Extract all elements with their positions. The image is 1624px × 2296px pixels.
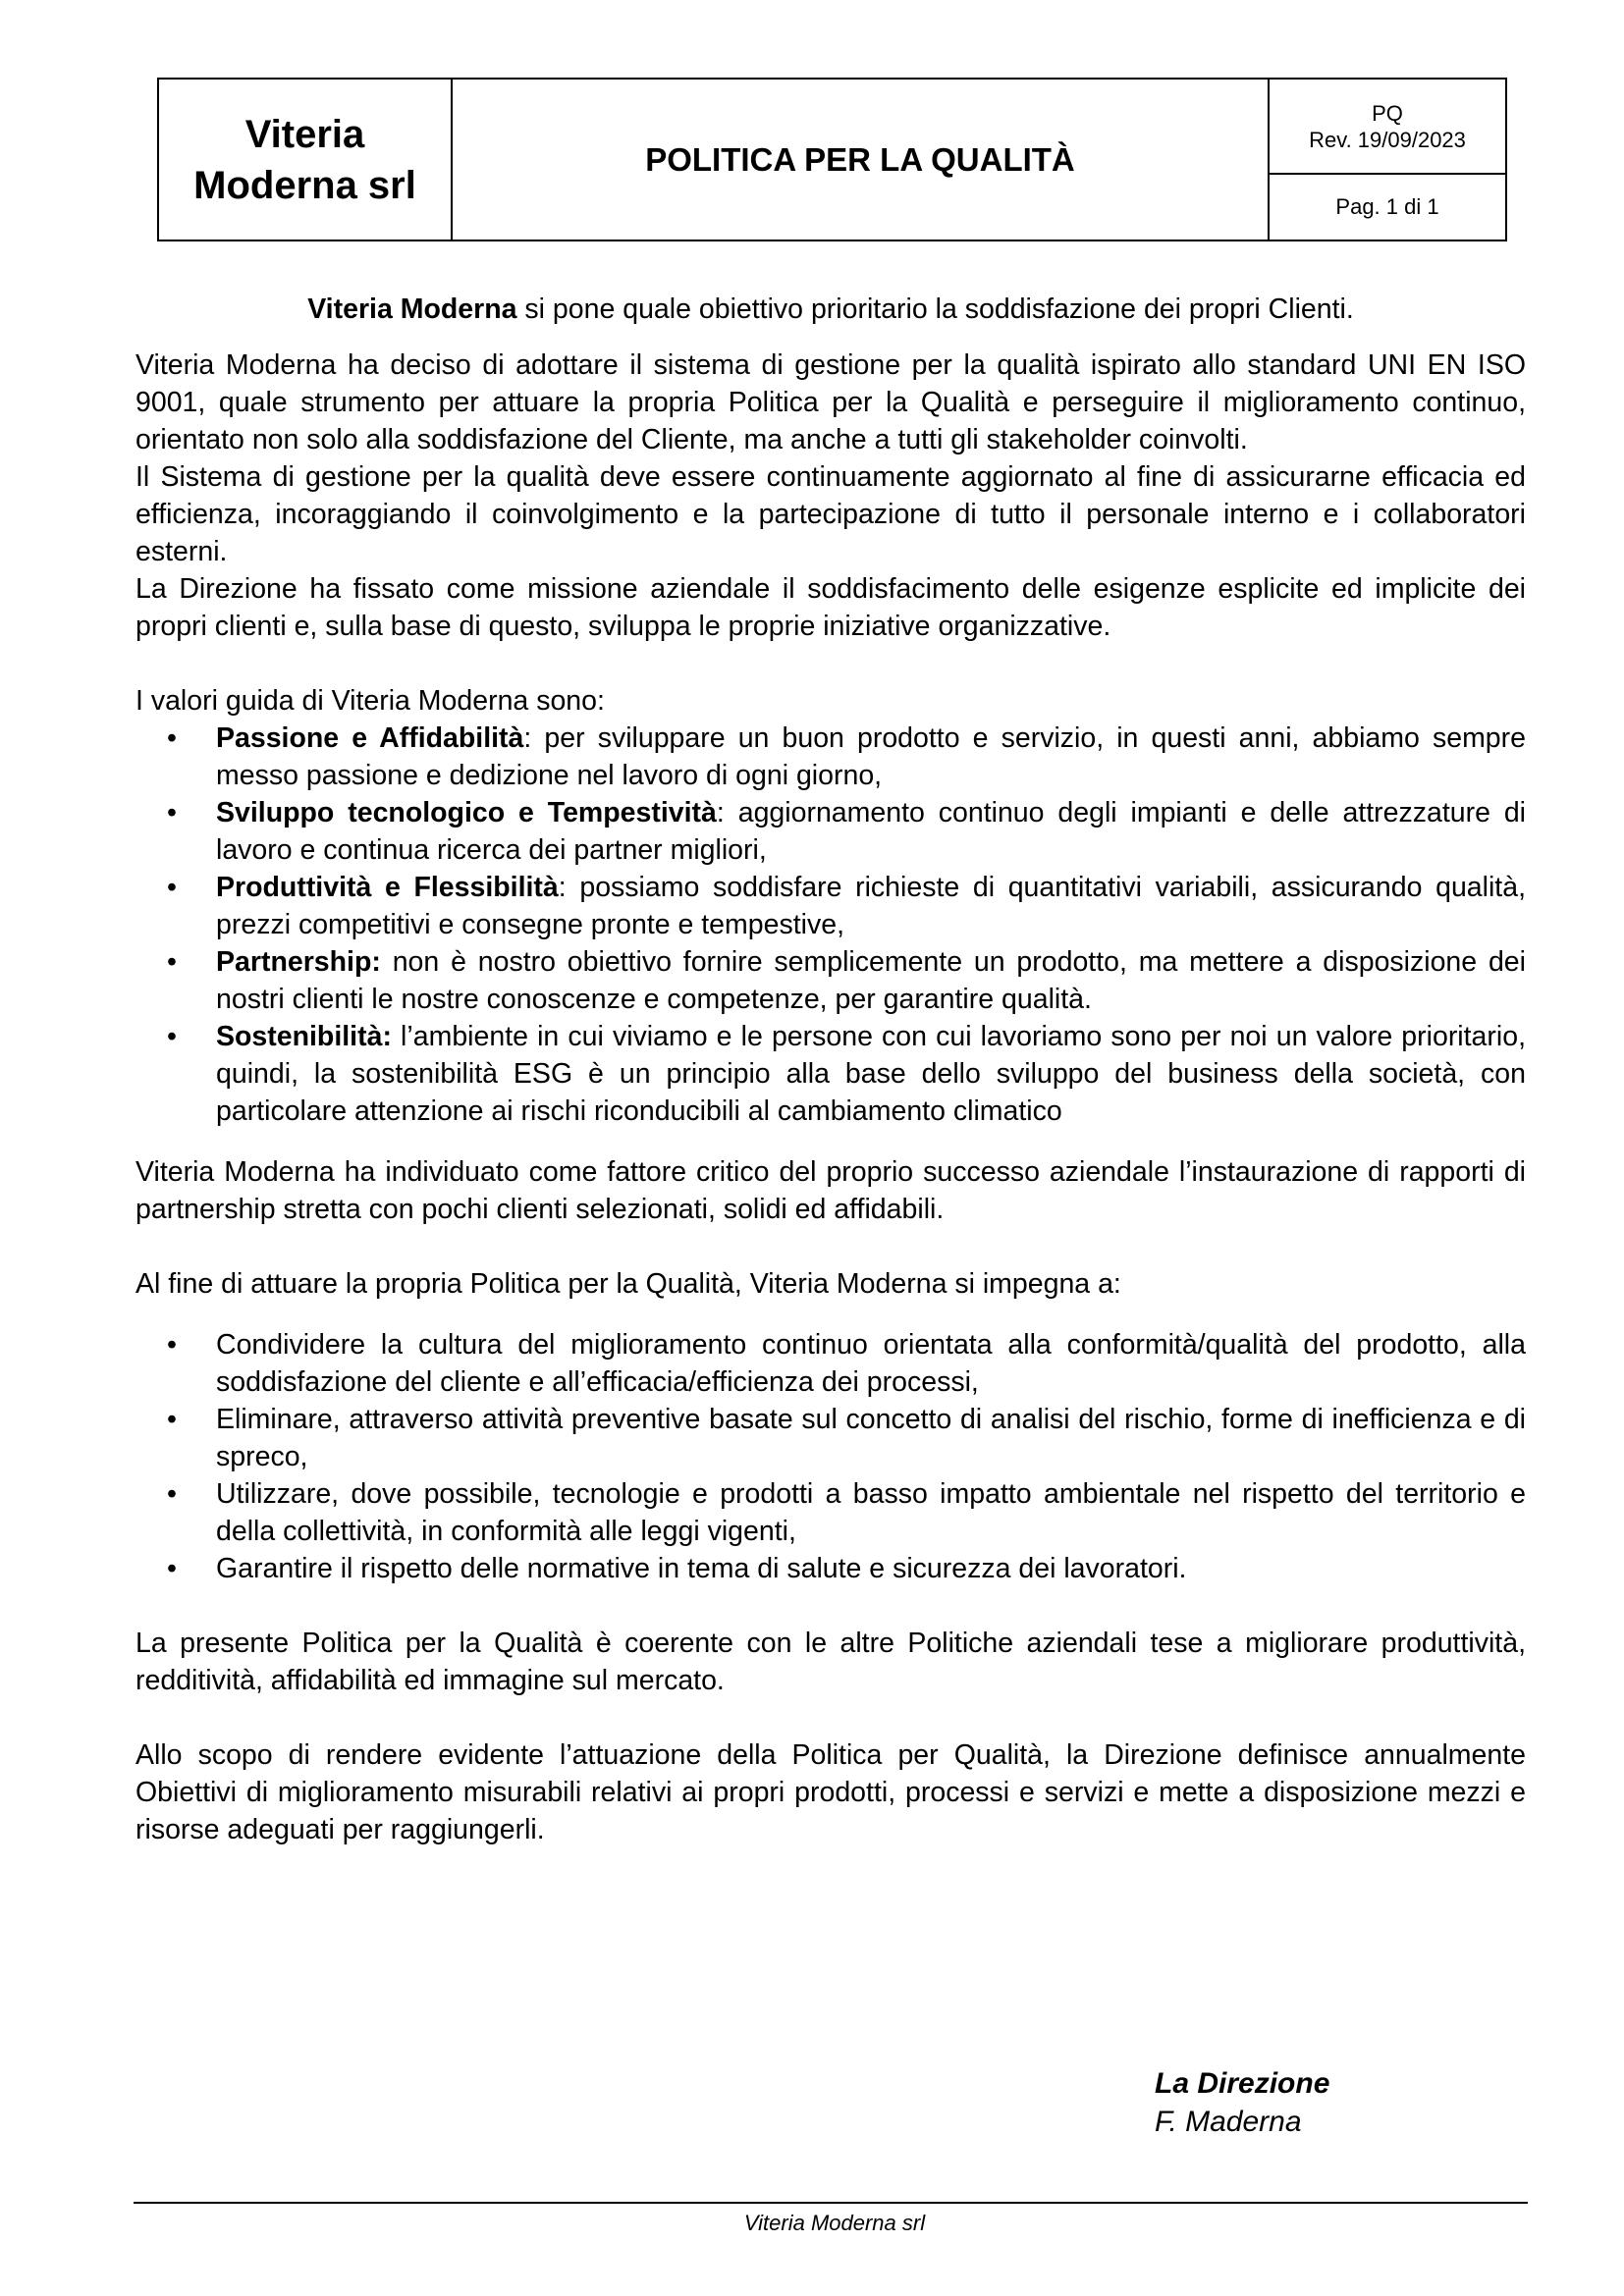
list-item <box>135 1018 1526 1130</box>
commitment-text: Utilizzare, dove possibile, tecnologie e prodotti a basso impatto ambientale nel rispetto del territorio e della collettività, in conformità alle leggi vigenti, <box>216 1478 1526 1547</box>
bullet-icon: • <box>167 1553 177 1584</box>
bullet-icon: • <box>167 1021 177 1052</box>
footer-text: Viteria Moderna srl <box>743 2211 926 2235</box>
document-meta-cell <box>1270 80 1505 240</box>
list-item <box>135 1475 1526 1550</box>
commitments-list <box>135 1326 1526 1587</box>
value-term: Produttività e Flessibilità <box>216 872 559 903</box>
bullet-icon: • <box>167 872 177 903</box>
paragraph-iso: Viteria Moderna ha deciso di adottare il sistema di gestione per la qualità ispirato allo standard UNI EN ISO 9001, quale strumento per attuare la propria Politica per la Qualità e perseguire il miglioramento continuo, orientato non solo alla soddisfazione del Cliente, ma anche a tutti gli stakeholder coinvolti. <box>135 349 1526 455</box>
value-term: Sostenibilità: <box>216 1021 392 1052</box>
list-item <box>135 1401 1526 1475</box>
value-text: l’ambiente in cui viviamo e le persone con cui lavoriamo sono per noi un valore prioritario, quindi, la sostenibilità ESG è un principio alla base dello sviluppo del business della società, con particolare attenzione ai rischi riconducibili al cambiamento climatico <box>216 1021 1526 1127</box>
revision-date: Rev. 19/09/2023 <box>1309 127 1466 152</box>
company-name-line1: Viteria <box>244 112 365 156</box>
intro-paragraph <box>135 291 1526 328</box>
value-separator: : <box>523 722 532 754</box>
values-list <box>135 720 1526 1130</box>
footer-divider <box>134 2202 1528 2204</box>
value-separator: : <box>558 872 567 903</box>
paragraph-system: Il Sistema di gestione per la qualità deve essere continuamente aggiornato al fine di assicurarne efficacia ed efficienza, incoraggiando il coinvolgimento e la partecipazione di tutto il personale interno e i collaboratori esterni. <box>135 461 1526 567</box>
intro-bold-company: Viteria Moderna <box>307 294 517 325</box>
value-text: non è nostro obiettivo fornire semplicemente un prodotto, ma mettere a disposizione dei nostri clienti le nostre conoscenze e competenze, per garantire qualità. <box>216 946 1526 1015</box>
page-number: Pag. 1 di 1 <box>1335 194 1439 219</box>
list-item <box>135 869 1526 943</box>
paragraph-partnership: Viteria Moderna ha individuato come fattore critico del proprio successo aziendale l’instaurazione di rapporti di partnership stretta con pochi clienti selezionati, solidi ed affidabili. <box>135 1156 1526 1225</box>
paragraph-mission: La Direzione ha fissato come missione aziendale il soddisfacimento delle esigenze esplicite ed implicite dei propri clienti e, sulla base di questo, sviluppa le proprie iniziative organizzative. <box>135 573 1526 642</box>
commitments-intro: Al fine di attuare la propria Politica per la Qualità, Viteria Moderna si impegna a: <box>135 1268 1121 1300</box>
list-item <box>135 943 1526 1018</box>
company-name-line2: Moderna srl <box>193 163 416 207</box>
bullet-icon: • <box>167 1478 177 1510</box>
list-item <box>135 1550 1526 1587</box>
list-item <box>135 720 1526 794</box>
revision-block <box>1270 80 1505 175</box>
signature-name: F. Maderna <box>1155 2106 1302 2138</box>
intro-text: si pone quale obiettivo prioritario la soddisfazione dei propri Clienti. <box>516 294 1354 325</box>
signature-title: La Direzione <box>1155 2067 1330 2100</box>
bullet-icon: • <box>167 1329 177 1361</box>
signature-block <box>1155 2064 1329 2141</box>
value-term: Passione e Affidabilità <box>216 722 524 754</box>
value-text: per sviluppare un buon prodotto e servizio, in questi anni, abbiamo sempre messo passione e dedizione nel lavoro di ogni giorno, <box>216 722 1527 791</box>
value-text: aggiornamento continuo degli impianti e delle attrezzature di lavoro e continua ricerca dei partner migliori, <box>216 797 1526 866</box>
commitment-text: Condividere la cultura del miglioramento continuo orientata alla conformità/qualità del prodotto, alla soddisfazione del cliente e all’efficacia/efficienza dei processi, <box>216 1329 1526 1398</box>
paragraph-objectives: Allo scopo di rendere evidente l’attuazione della Politica per Qualità, la Direzione definisce annualmente Obiettivi di miglioramento misurabili relativi ai propri prodotti, processi e servizi e mette a disposizione mezzi e risorse adeguati per raggiungerli. <box>135 1739 1526 1845</box>
company-name-cell <box>159 80 453 240</box>
commitment-text: Eliminare, attraverso attività preventive basate sul concetto di analisi del rischio, forme di inefficienza e di spreco, <box>216 1404 1526 1472</box>
list-item <box>135 794 1526 869</box>
document-header <box>157 78 1507 241</box>
value-text: possiamo soddisfare richieste di quantitativi variabili, assicurando qualità, prezzi competitivi e consegne pronte e tempestive, <box>216 872 1526 940</box>
value-separator: : <box>716 797 725 828</box>
paragraph-coherence: La presente Politica per la Qualità è coerente con le altre Politiche aziendali tese a migliorare produttività, redditività, affidabilità ed immagine sul mercato. <box>135 1628 1526 1696</box>
value-term: Partnership: <box>216 946 381 978</box>
bullet-icon: • <box>167 722 177 754</box>
bullet-icon: • <box>167 946 177 978</box>
document-code: PQ <box>1372 100 1403 126</box>
bullet-icon: • <box>167 1404 177 1435</box>
list-item <box>135 1326 1526 1401</box>
commitment-text: Garantire il rispetto delle normative in tema di salute e sicurezza dei lavoratori. <box>216 1553 1187 1584</box>
values-intro: I valori guida di Viteria Moderna sono: <box>135 685 605 717</box>
value-term: Sviluppo tecnologico e Tempestività <box>216 797 717 828</box>
document-title: POLITICA PER LA QUALITÀ <box>453 80 1270 240</box>
bullet-icon: • <box>167 797 177 828</box>
document-body <box>135 291 1526 1848</box>
